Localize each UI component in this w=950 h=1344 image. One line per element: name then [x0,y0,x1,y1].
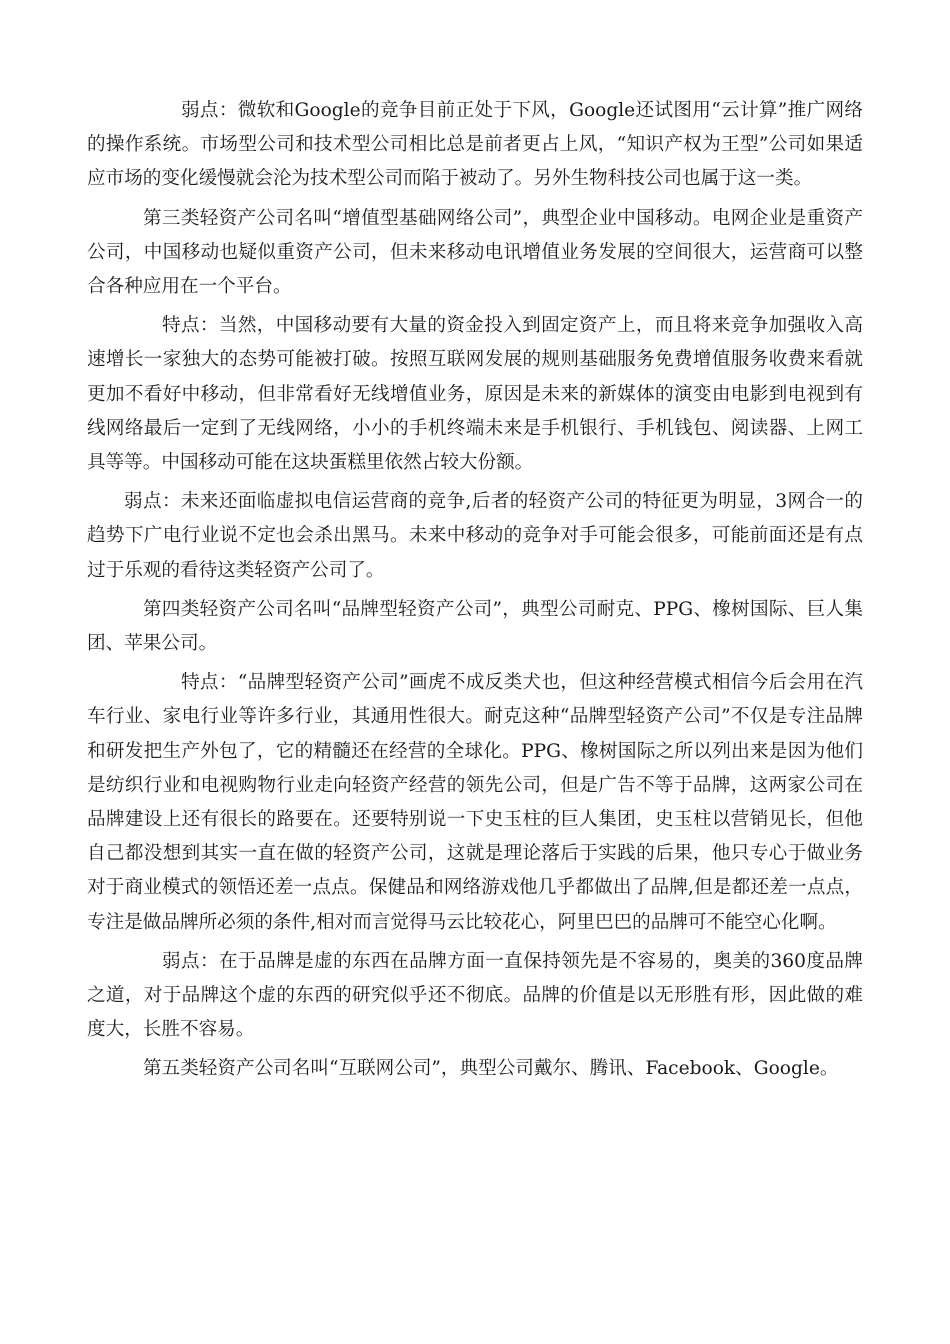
paragraph-category-four: 第四类轻资产公司名叫“品牌型轻资产公司”，典型公司耐克、PPG、橡树国际、巨人集团、苹果公司。 [87,598,863,655]
paragraph-weakness-google: 弱点：微软和Google的竞争目前正处于下风，Google还试图用“云计算”推广网络的操作系统。市场型公司和技术型公司相比总是前者更占上风，“知识产权为王型”公司如果适应市场的变化缓慢就会沦为技术型公司而陷于被动了。另外生物科技公司也属于这一类。 [87,100,863,190]
paragraph-category-five: 第五类轻资产公司名叫“互联网公司”，典型公司戴尔、腾讯、Facebook、Google。 [143,1058,839,1080]
document-page [87,94,863,1092]
paragraph-weakness-brand: 弱点：在于品牌是虚的东西在品牌方面一直保持领先是不容易的，奥美的360度品牌之道，对于品牌这个虚的东西的研究似乎还不彻底。品牌的价值是以无形胜有形，因此做的难度大，长胜不容易。 [87,950,863,1041]
paragraph-feature-china-mobile: 特点：当然，中国移动要有大量的资金投入到固定资产上，而且将来竞争加强收入高速增长一家独大的态势可能被打破。按照互联网发展的规则基础服务免费增值服务收费来看就更加不看好中移动，但非常看好无线增值业务，原因是未来的新媒体的演变由电影到电视到有线网络最后一定到了无线网络，小小的手机终端未来是手机银行、手机钱包、阅读器、上网工具等等。中国移动可能在这块蛋糕里依然占较大份额。 [87,315,863,474]
paragraph-category-three: 第三类轻资产公司名叫“增值型基础网络公司”，典型企业中国移动。电网企业是重资产公司，中国移动也疑似重资产公司，但未来移动电讯增值业务发展的空间很大，运营商可以整合各种应用在一个平台。 [87,207,863,298]
paragraph-feature-brand: 特点：“品牌型轻资产公司”画虎不成反类犬也，但这种经营模式相信今后会用在汽车行业、家电行业等许多行业，其通用性很大。耐克这种“品牌型轻资产公司”不仅是专注品牌和研发把生产外包了，它的精髓还在经营的全球化。PPG、橡树国际之所以列出来是因为他们是纺织行业和电视购物行业走向轻资产经营的领先公司，但是广告不等于品牌，这两家公司在品牌建设上还有很长的路要在。还要特别说一下史玉柱的巨人集团，史玉柱以营销见长，但他自己都没想到其实一直在做的轻资产公司，这就是理论落后于实践的后果，他只专心于做业务对于商业模式的领悟还差一点点。保健品和网络游戏他几乎都做出了品牌,但是都还差一点点，专注是做品牌所必须的条件,相对而言觉得马云比较花心，阿里巴巴的品牌可不能空心化啊。 [87,672,863,933]
paragraph-weakness-china-mobile: 弱点：未来还面临虚拟电信运营商的竞争,后者的轻资产公司的特征更为明显，3网合一的趋势下广电行业说不定也会杀出黑马。未来中移动的竞争对手可能会很多，可能前面还是有点过于乐观的看待这类轻资产公司了。 [87,491,863,581]
